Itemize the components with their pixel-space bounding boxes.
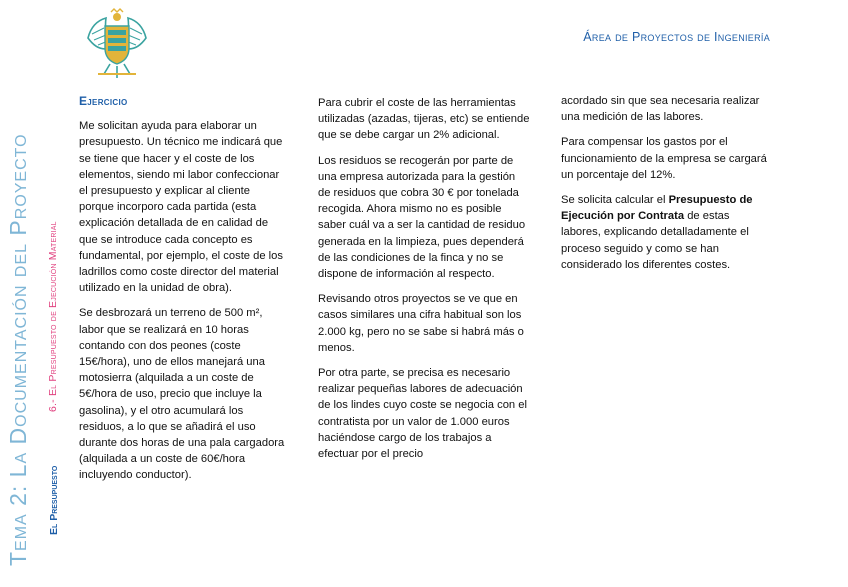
org-header-label: Área de Proyectos de Ingeniería xyxy=(583,30,770,44)
request-text-bold: Presupuesto de Ejecución por Contrata xyxy=(561,194,753,223)
theme-vertical-title: Tema 2: La Documentación del Proyecto xyxy=(5,133,31,566)
request-text-pre: Se solicita calcular el xyxy=(561,194,669,207)
section-vertical-title: 6.- El Presupuesto de Ejecución Material xyxy=(47,221,59,412)
subsection-vertical-title: El Presupuesto xyxy=(48,465,60,535)
column-1 xyxy=(79,93,287,493)
university-crest-logo xyxy=(84,8,150,80)
column-2 xyxy=(318,95,530,471)
paragraph: Me solicitan ayuda para elaborar un presupuesto. Un técnico me indicará que se tiene que hacer y el coste de los elementos, siendo mi labor confeccionar el presupuesto y explicar al cliente porque incorporo cada partida (esta explicación detallada de en calidad de que se introduce cada concepto es fundamental, por ejemplo, el coste de los ladrillos como coste director del material utilizado en la unidad de obra). xyxy=(79,120,283,295)
exercise-title: Ejercicio xyxy=(79,94,128,108)
paragraph: Revisando otros proyectos se ve que en casos similares una cifra habitual son los 2.000 kg, pero no se sabe si habrá más o menos. xyxy=(318,293,524,354)
paragraph: Por otra parte, se precisa es necesario realizar pequeñas labores de adecuación de los lindes cuyo coste se negocia con el contratista por un valor de 1.000 euros haciéndose cargo de los trabajos a efectuar por el precio xyxy=(318,367,527,461)
paragraph: acordado sin que sea necesaria realizar una medición de las labores. xyxy=(561,95,760,124)
paragraph: Para compensar los gastos por el funcionamiento de la empresa se cargará un porcentaje del 12%. xyxy=(561,136,767,181)
request-text-post: de estas labores, explicando detalladamente el proceso seguido y como se han considerado los diferentes costes. xyxy=(561,210,749,271)
column-3 xyxy=(561,93,771,282)
paragraph: Los residuos se recogerán por parte de una empresa autorizada para la gestión de residuos que cobra 30 € por tonelada recogida. Ahora mismo no es posible saber cuál va a ser la cantidad de residuo generada en la limpieza, pues dependerá de las condiciones de la finca y no se dispone de información al respecto. xyxy=(318,154,526,281)
paragraph: Se desbrozará un terreno de 500 m², labor que se realizará en 10 horas contando con dos peones (coste 15€/hora), uno de ellos manejará una motosierra (alquilada a un coste de 5€/hora de uso, precio que incluye la gasolina), y el otro acumulará los residuos, a lo que se añadirá el uso durante dos horas de una pala cargadora (alquilada a un coste de 60€/hora incluyendo conductor). xyxy=(79,307,285,482)
paragraph: Para cubrir el coste de las herramientas utilizadas (azadas, tijeras, etc) se entiende que se debe cargar un 2% adicional. xyxy=(318,97,530,142)
request-paragraph xyxy=(561,192,771,273)
